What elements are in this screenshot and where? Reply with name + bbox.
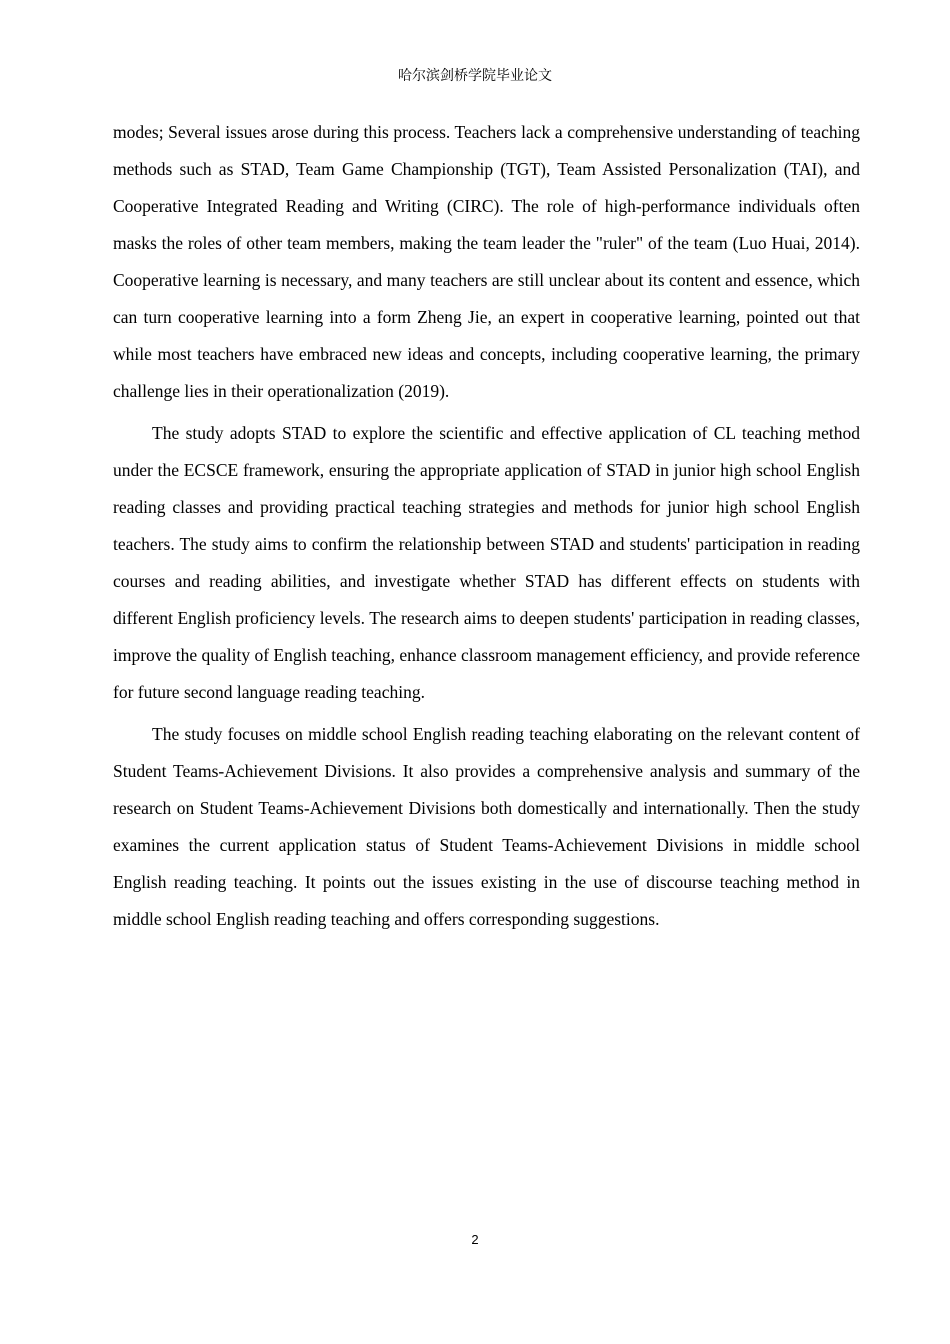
body-text: [113, 114, 860, 943]
paragraph-3: The study focuses on middle school English reading teaching elaborating on the relevant content of Student Teams-Achievement Divisions. It also provides a comprehensive analysis and summary of the research on Student Teams-Achievement Divisions both domestically and internationally. Then the study examines the current application status of Student Teams-Achievement Divisions in middle school English reading teaching. It points out the issues existing in the use of discourse teaching method in middle school English reading teaching and offers corresponding suggestions.: [113, 724, 860, 929]
paragraph-2: The study adopts STAD to explore the scientific and effective application of CL teaching method under the ECSCE framework, ensuring the appropriate application of STAD in junior high school English reading classes and providing practical teaching strategies and methods for junior high school English teachers. The study aims to confirm the relationship between STAD and students' participation in reading courses and reading abilities, and investigate whether STAD has different effects on students with different English proficiency levels. The research aims to deepen students' participation in reading classes, improve the quality of English teaching, enhance classroom management efficiency, and provide reference for future second language reading teaching.: [113, 423, 860, 702]
page-number: 2: [471, 1232, 479, 1247]
page-header: 哈尔滨剑桥学院毕业论文: [398, 68, 552, 84]
paragraph-1: modes; Several issues arose during this process. Teachers lack a comprehensive understanding of teaching methods such as STAD, Team Game Championship (TGT), Team Assisted Personalization (TAI), and Cooperative Integrated Reading and Writing (CIRC). The role of high-performance individuals often masks the roles of other team members, making the team leader the "ruler" of the team (Luo Huai, 2014). Cooperative learning is necessary, and many teachers are still unclear about its content and essence, which can turn cooperative learning into a form Zheng Jie, an expert in cooperative learning, pointed out that while most teachers have embraced new ideas and concepts, including cooperative learning, the primary challenge lies in their operationalization (2019).: [113, 122, 860, 401]
